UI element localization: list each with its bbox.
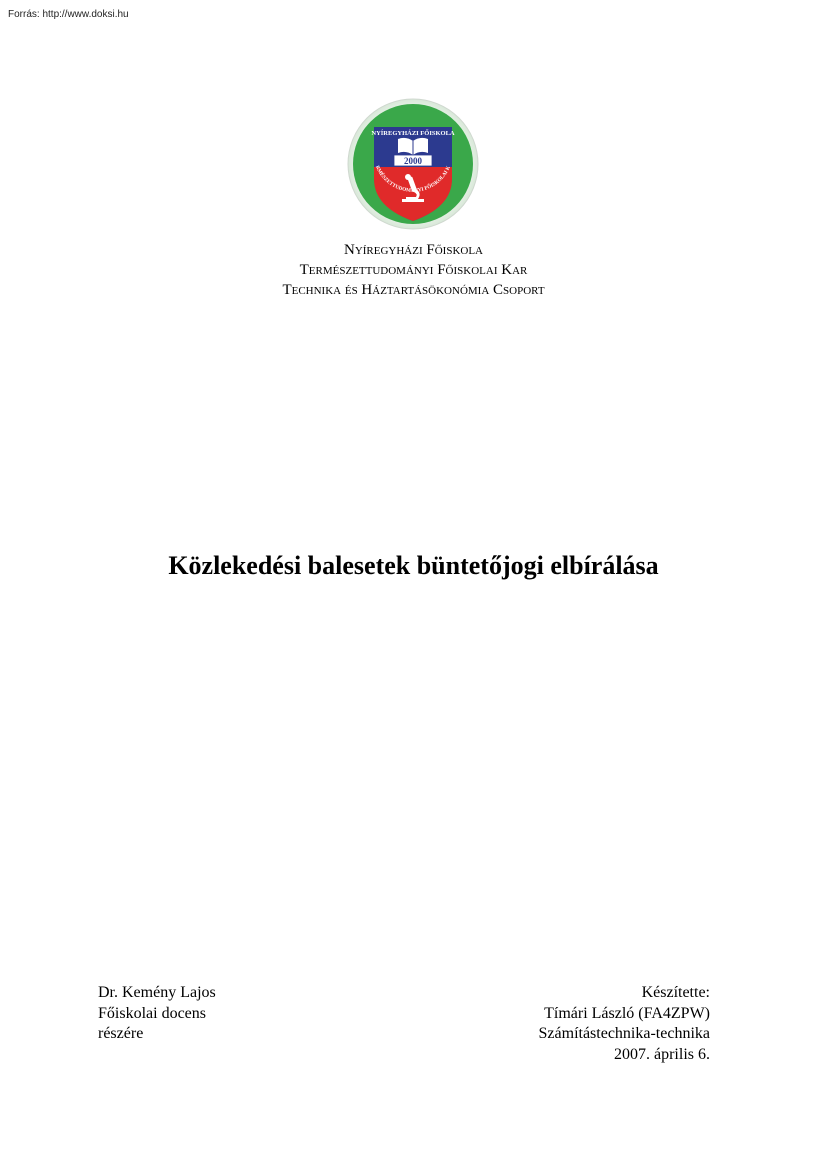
author-date: 2007. április 6. [614, 1045, 710, 1063]
supervisor-block [98, 983, 216, 1045]
author-name: Tímári László (FA4ZPW) [544, 1004, 710, 1022]
author-label: Készítette: [641, 984, 710, 1001]
source-note: Forrás: http://www.doksi.hu [8, 9, 129, 20]
author-block [539, 983, 710, 1065]
document-title: Közlekedési balesetek büntetőjogi elbírálása [168, 551, 659, 580]
department-name: Technika és Háztartásökonómia Csoport [282, 282, 545, 298]
supervisor-for: részére [98, 1025, 144, 1042]
faculty-name: Természettudományi Főiskolai Kar [299, 262, 528, 278]
logo-year: 2000 [404, 156, 422, 166]
logo-bottom-text: RMÉSZETTUDOMÁNYI FŐISKOLAI K [373, 164, 452, 194]
logo-top-text: NYÍREGYHÁZI FŐISKOLA [371, 130, 455, 137]
supervisor-position: Főiskolai docens [98, 1004, 206, 1022]
author-program: Számítástechnika-technika [538, 1025, 710, 1042]
college-logo [346, 97, 480, 231]
institution-header [0, 240, 827, 300]
supervisor-name: Dr. Kemény Lajos [98, 984, 216, 1001]
institution-name: Nyíregyházi Főiskola [343, 242, 484, 258]
